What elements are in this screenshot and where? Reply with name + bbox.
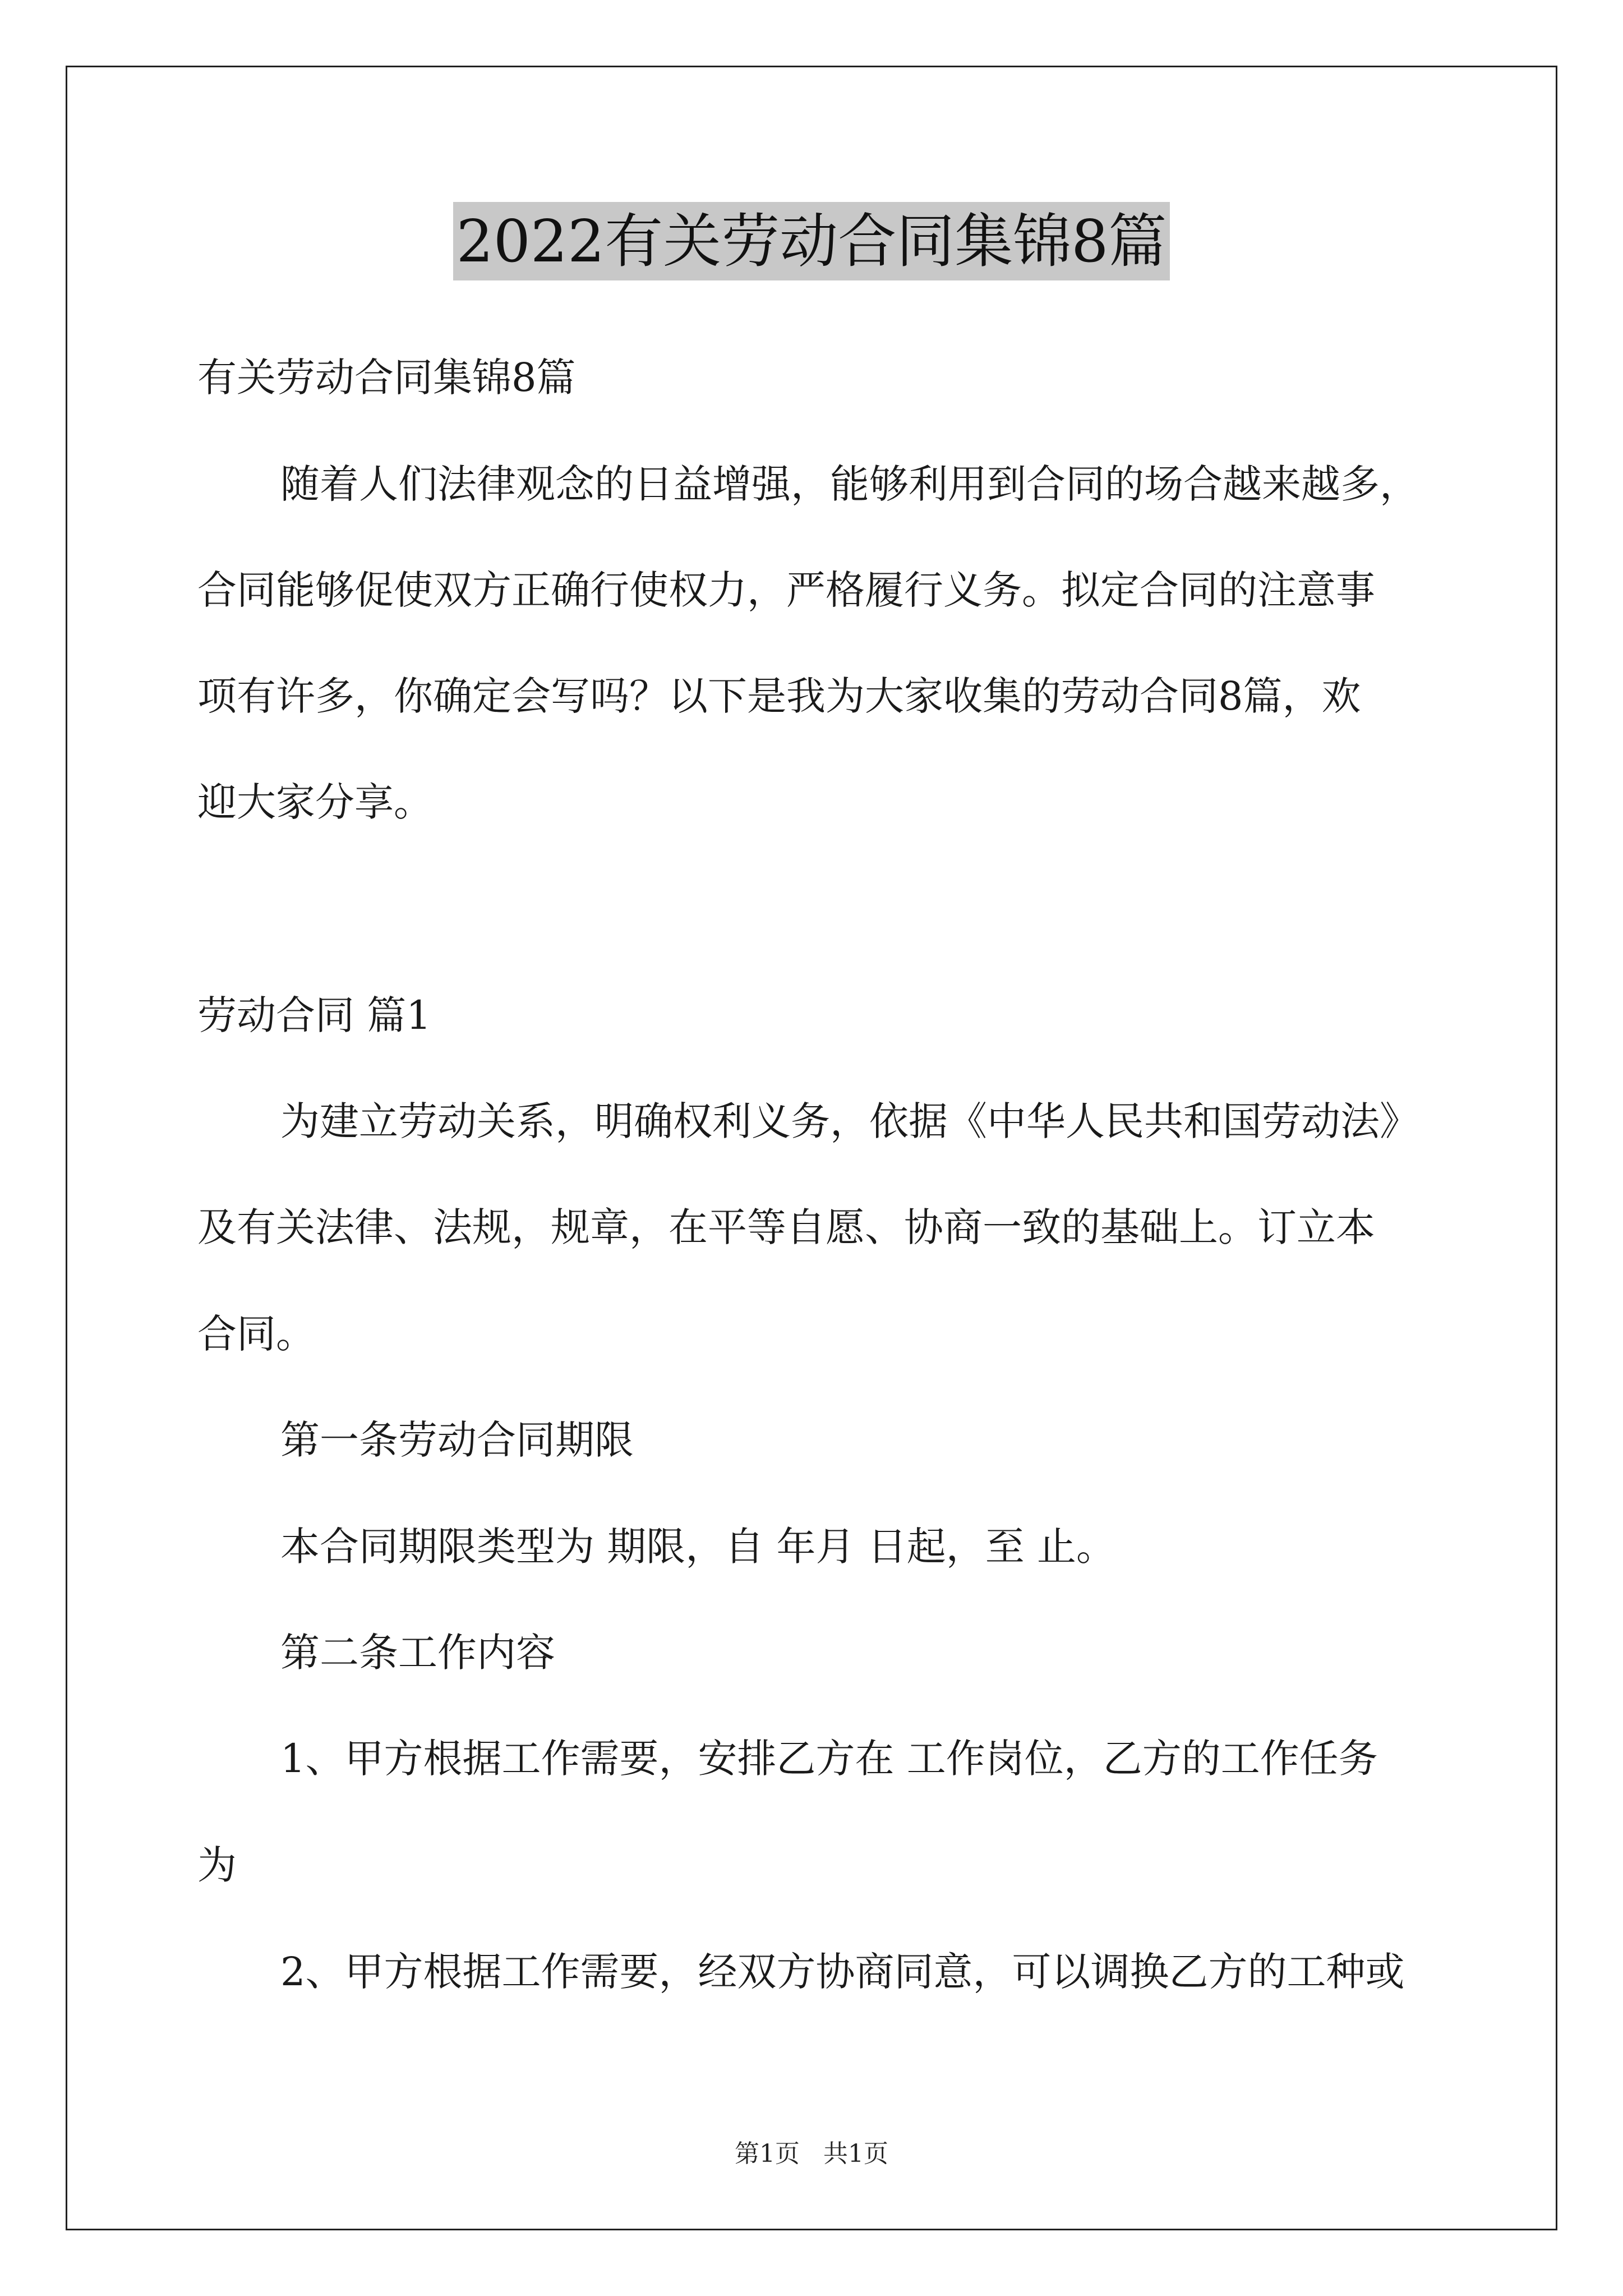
page-number: 第1页 [735, 2139, 800, 2168]
document-subtitle: 有关劳动合同集锦8篇 [197, 355, 576, 401]
page-footer [0, 2137, 1623, 2171]
page-total: 共1页 [823, 2139, 888, 2168]
section-heading: 劳动合同 篇1 [197, 992, 431, 1038]
article-heading-2: 第二条工作内容 [280, 1630, 555, 1676]
body-line-2: 及有关法律、法规，规章，在平等自愿、协商一致的基础上。订立本 [197, 1204, 1375, 1250]
article-heading-1: 第一条劳动合同期限 [280, 1417, 634, 1463]
intro-line-3: 项有许多，你确定会写吗？以下是我为大家收集的劳动合同8篇，欢 [197, 673, 1361, 719]
body-line-5: 本合同期限类型为 期限，自 年月 日起，至 止。 [280, 1524, 1116, 1570]
body-line-9: 2、甲方根据工作需要，经双方协商同意，可以调换乙方的工种或 [280, 1949, 1405, 1995]
intro-line-4: 迎大家分享。 [197, 779, 433, 825]
title-container [0, 202, 1623, 280]
intro-line-1: 随着人们法律观念的日益增强，能够利用到合同的场合越来越多， [280, 461, 1419, 507]
body-line-3: 合同。 [197, 1311, 315, 1357]
body-line-8: 为 [197, 1842, 237, 1888]
body-line-1: 为建立劳动关系，明确权利义务，依据《中华人民共和国劳动法》 [280, 1098, 1419, 1144]
body-line-7: 1、甲方根据工作需要，安排乙方在 工作岗位，乙方的工作任务 [280, 1736, 1378, 1782]
intro-line-2: 合同能够促使双方正确行使权力，严格履行义务。拟定合同的注意事 [197, 567, 1375, 613]
document-title: 2022有关劳动合同集锦8篇 [453, 202, 1170, 280]
